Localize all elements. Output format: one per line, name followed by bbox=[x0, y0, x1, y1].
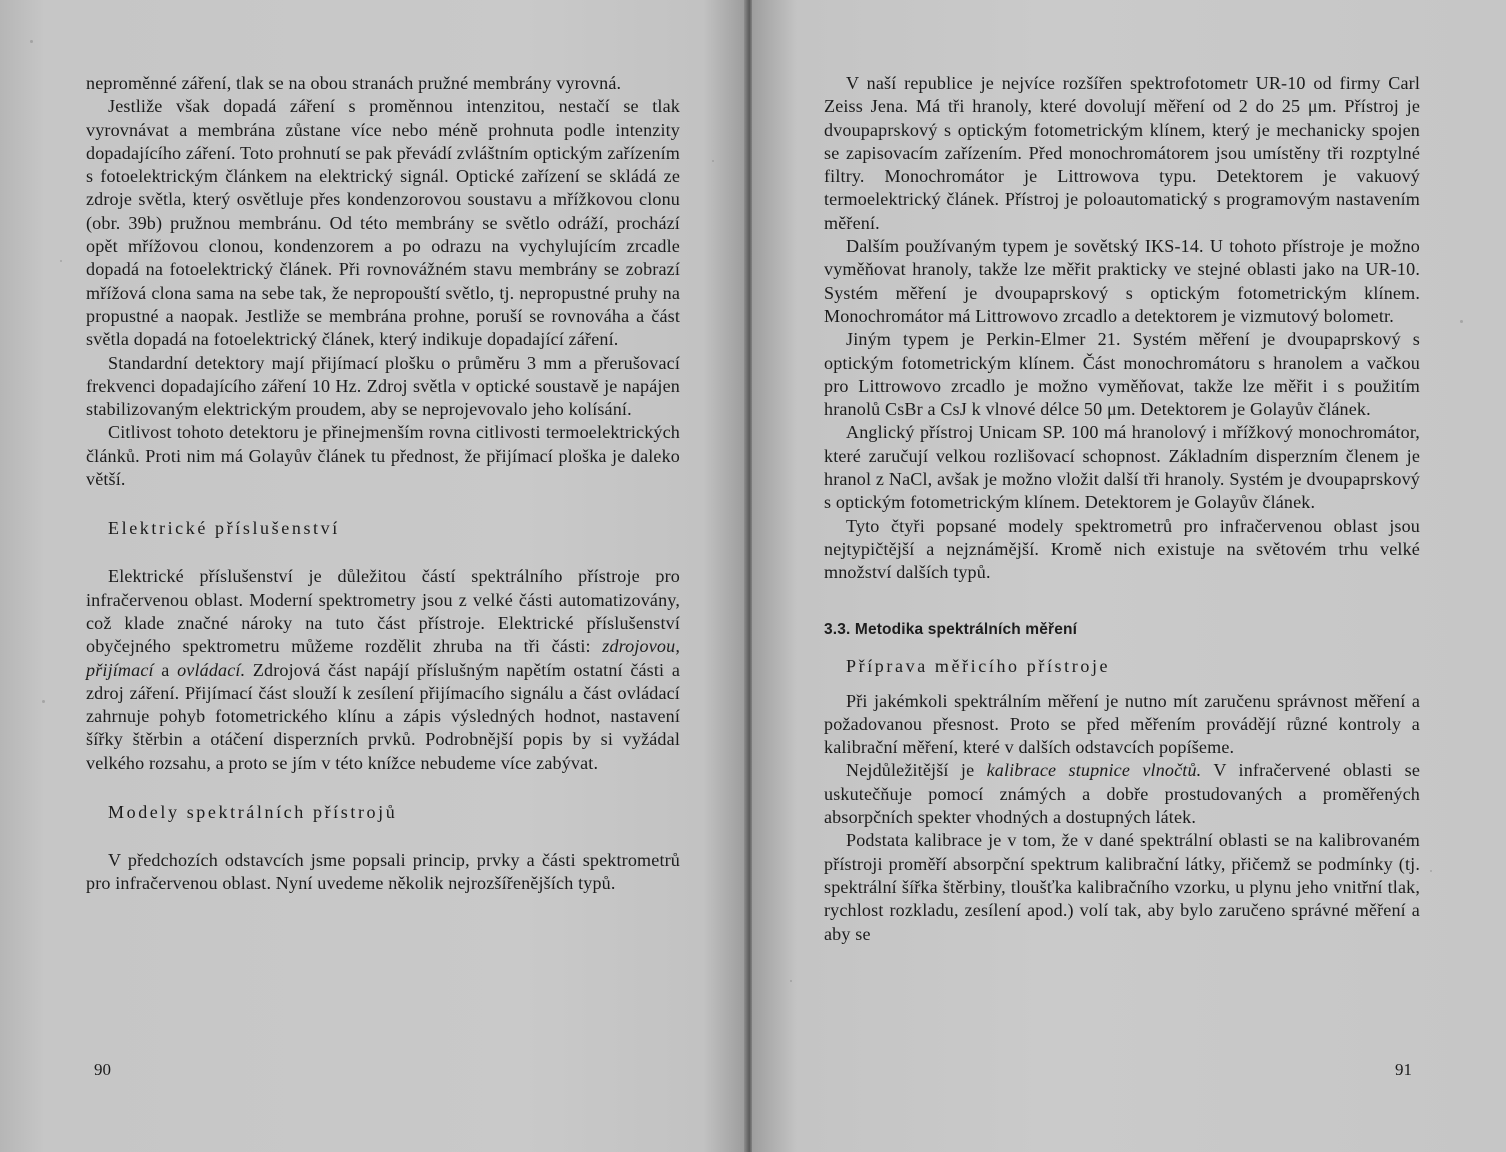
text-run: Zdrojová část napájí příslušným napětím ostatní části a zdroj záření. Přijímací část slouží k zesílení přijímacího signálu a část ovládací zahrnuje pohyb fotometrického klínu a zápis výsledných hodnot, nastavení šířky štěrbin a otáčení disperzních prvků. Podrobnější popis by si vyžádal velkého rozsahu, a proto se jím v této knížce nebudeme více zabývat. bbox=[86, 659, 680, 773]
paragraph: Dalším používaným typem je sovětský IKS-14. U tohoto přístroje je možno vyměňovat hranoly, takže lze měřit prakticky ve stejné oblasti jako na UR-10. Systém měření je dvoupaprskový s optickým fotometrickým klínem. Monochromátor má Littrowovo zrcadlo a detektorem je vizmutový bolometr. bbox=[824, 236, 1420, 326]
paragraph: V naší republice je nejvíce rozšířen spektrofotometr UR-10 od firmy Carl Zeiss Jena. Má tři hranoly, které dovolují měření od 2 do 25 μm. Přístroj je dvoupaprskový s optickým fotometrickým klínem, který je mechanicky spojen se zapisovacím zařízením. Před monochromátorem jsou umístěny tři rozptylné filtry. Monochromátor je Littrowova typu. Detektorem je vakuový termoelektrický článek. Přístroj je poloautomatický s programovým nastavením měření. bbox=[824, 73, 1420, 233]
paper-speck bbox=[60, 260, 62, 262]
section-title: 3.3. Metodika spektrálních měření bbox=[824, 620, 1078, 638]
paragraph: Podstata kalibrace je v tom, že v dané spektrální oblasti se na kalibrovaném přístroji proměří absorpční spektrum kalibrační látky, přičemž se podmínky (tj. spektrální šířka štěrbiny, tloušťka kalibračního vzorku, u plynu jeho vnitřní tlak, rychlost rozkladu, zesílení apod.) volí tak, aby bylo zaručeno správné měření a aby se bbox=[824, 830, 1420, 944]
left-text-block bbox=[86, 72, 680, 896]
paper-speck bbox=[42, 700, 45, 703]
paper-speck bbox=[790, 980, 792, 982]
subheading-instrument-preparation: Příprava měřicího přístroje bbox=[846, 655, 1111, 676]
right-page bbox=[752, 0, 1506, 1152]
right-text-block bbox=[824, 72, 1420, 946]
text-run: a bbox=[153, 659, 178, 680]
subheading-electrical-accessories: Elektrické příslušenství bbox=[108, 518, 340, 539]
paragraph: V předchozích odstavcích jsme popsali princip, prvky a části spektrometrů pro infračervenou oblast. Nyní uvedeme několik nejrozšířenějších typů. bbox=[86, 850, 680, 894]
page-number: 90 bbox=[94, 1060, 111, 1079]
left-page bbox=[0, 0, 748, 1152]
text-run: Nejdůležitější je bbox=[846, 760, 987, 781]
text-run: Elektrické příslušenství je důležitou částí spektrálního přístroje pro infračervenou oblast. Moderní spektrometry jsou z velké části automatizovány, což klade značné nároky na tuto část přístroje. Elektrické příslušenství obyčejného spektrometru můžeme rozdělit zhruba na tři části: bbox=[86, 566, 680, 657]
italic-text: kalibrace stupnice vlnočtů. bbox=[986, 760, 1202, 781]
paragraph bbox=[824, 759, 1420, 829]
text-run: V infračervené oblasti se uskutečňuje pomocí známých a dobře prostudovaných a proměřených absorpčních spekter vhodných a dostupných látek. bbox=[824, 760, 1420, 828]
paragraph: Citlivost tohoto detektoru je přinejmenším rovna citlivosti termoelektrických článků. Proti nim má Golayův článek tu přednost, že přijímací ploška je daleko větší. bbox=[86, 422, 680, 490]
paper-speck bbox=[712, 160, 714, 162]
subheading-instrument-models: Modely spektrálních přístrojů bbox=[108, 802, 398, 823]
page-number: 91 bbox=[1395, 1060, 1412, 1079]
paper-speck bbox=[1430, 870, 1432, 872]
paragraph: Tyto čtyři popsané modely spektrometrů pro infračervenou oblast jsou nejtypičtější a nejznámější. Kromě nich existuje na světovém trhu velké množství dalších typů. bbox=[824, 515, 1420, 583]
paragraph: Standardní detektory mají přijímací plošku o průměru 3 mm a přerušovací frekvenci dopadajícího záření 10 Hz. Zdroj světla v optické soustavě je napájen stabilizovaným elektrickým proudem, aby se neprojevovalo jeho kolísání. bbox=[86, 352, 680, 420]
paper-speck bbox=[30, 40, 33, 43]
paragraph: Jestliže však dopadá záření s proměnnou intenzitou, nestačí se tlak vyrovnávat a membrána zůstane více nebo méně prohnuta podle intenzity dopadajícího záření. Toto prohnutí se pak převádí zvláštním optickým zařízením s fotoelektrickým článkem na elektrický signál. Optické zařízení se skládá ze zdroje světla, který osvětluje přes kondenzorovou soustavu a mřížkovou clonu (obr. 39b) pružnou membránu. Od této membrány se světlo odráží, prochází opět mřížovou clonou, kondenzorem a po odrazu na vychylujícím zrcadle dopadá na fotoelektrický článek. Při rovnovážném stavu membrány se zobrazí mřížová clona sama na sebe tak, že nepropouští světlo, tj. nepropustné pruhy na propustné a naopak. Jestliže se membrána prohne, poruší se rovnováha a část světla dopadá na fotoelektrický článek, který indikuje dopadající záření. bbox=[86, 96, 680, 350]
paper-speck bbox=[1460, 320, 1463, 323]
paragraph: Při jakémkoli spektrálním měření je nutno mít zaručenu správnost měření a požadovanou přesnost. Proto se před měřením provádějí různé kontroly a kalibrační měření, které v dalších odstavcích popíšeme. bbox=[824, 690, 1420, 758]
paragraph: Jiným typem je Perkin-Elmer 21. Systém měření je dvoupaprskový s optickým fotometrickým klínem. Část monochromátoru s hranolem a vačkou pro Littrowovo zrcadlo je možno vyměňovat, takže lze měřit i s použitím hranolů CsBr a CsJ k vlnové délce 50 μm. Detektorem je Golayův článek. bbox=[824, 329, 1420, 420]
paragraph: Anglický přístroj Unicam SP. 100 má hranolový i mřížkový monochromátor, které zaručují velkou rozlišovací schopnost. Základním disperzním členem je hranol z NaCl, avšak je možno vložit další tři hranoly. Systém je dvoupaprskový s optickým fotometrickým klínem. Detektorem je Golayův článek. bbox=[824, 422, 1420, 513]
italic-text: zdrojovou, přijímací bbox=[86, 636, 680, 680]
italic-text: ovládací. bbox=[177, 659, 246, 680]
paragraph bbox=[86, 565, 680, 775]
paragraph: neproměnné záření, tlak se na obou stranách pružné membrány vyrovná. bbox=[86, 73, 622, 93]
